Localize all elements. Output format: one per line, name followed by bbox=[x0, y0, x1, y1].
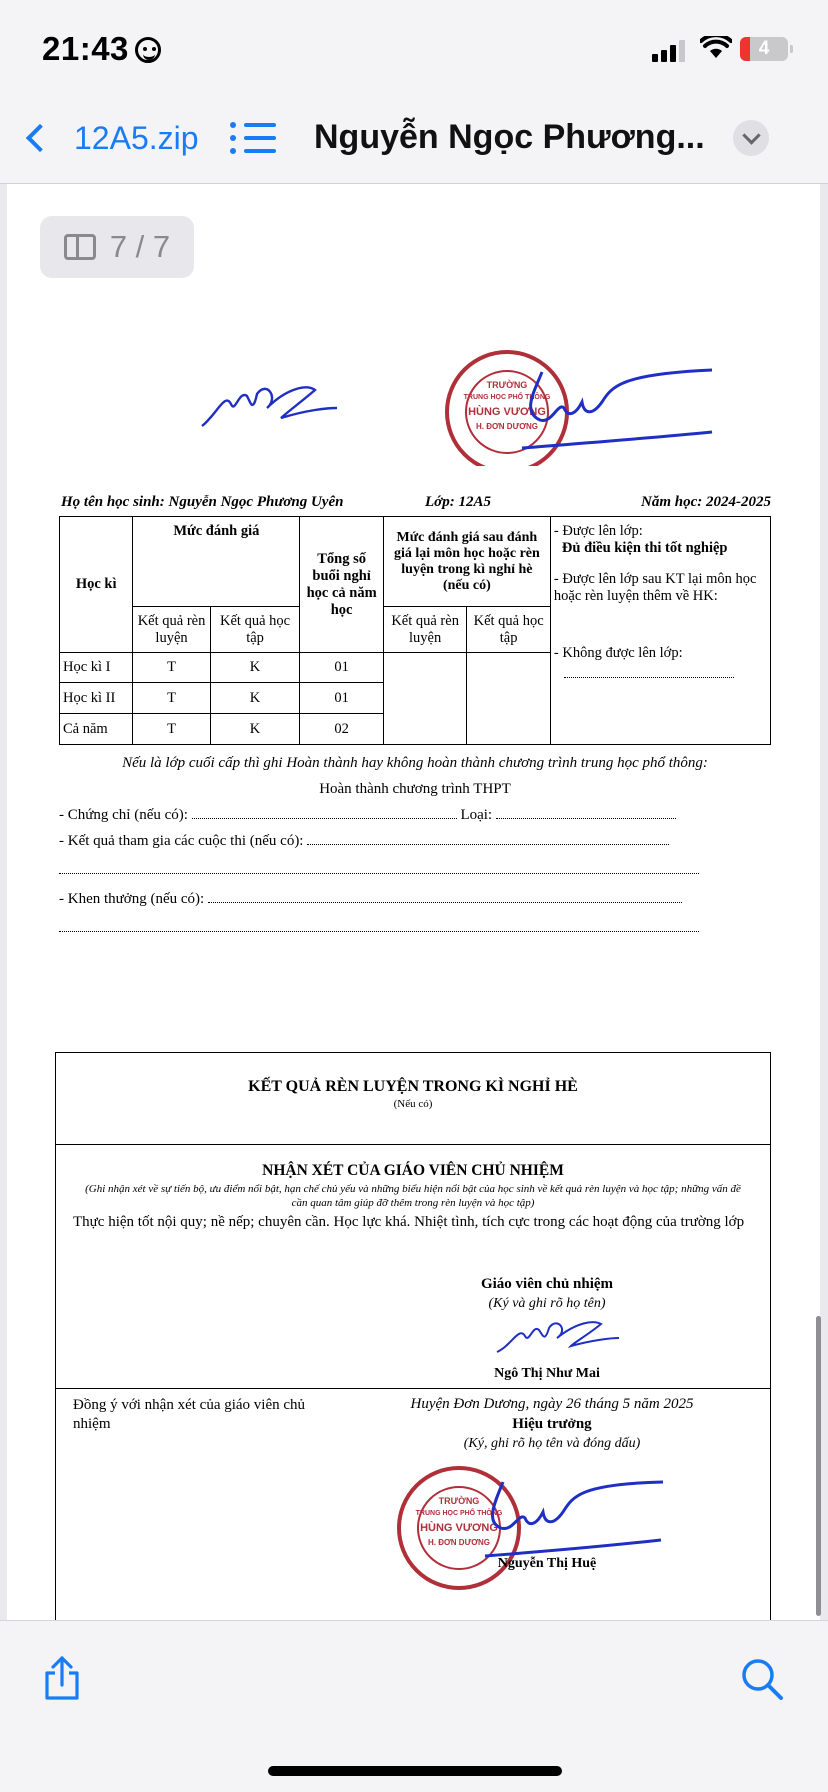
stamp-line: HÙNG VƯƠNG bbox=[468, 406, 546, 418]
class-label: Lớp: 12A5 bbox=[425, 494, 491, 510]
contest-label: - Kết quả tham gia các cuộc thi (nếu có): bbox=[59, 833, 304, 849]
final-note: Nếu là lớp cuối cấp thì ghi Hoàn thành hay không hoàn thành chương trình trung học phổ thông: bbox=[122, 755, 708, 771]
award-line bbox=[59, 891, 771, 908]
teacher-signature bbox=[493, 1312, 623, 1358]
row-conduct: T bbox=[133, 683, 210, 714]
document-viewer[interactable] bbox=[0, 184, 828, 1620]
col-absent: Tổng số buổi nghỉ học cả năm học bbox=[300, 517, 384, 653]
place-date: Huyện Đơn Dương, ngày 26 tháng 5 năm 2025 bbox=[410, 1396, 694, 1412]
promotion-line: - Được lên lớp: bbox=[553, 523, 643, 539]
page-current bbox=[7, 466, 820, 1620]
stamp-line: TRUNG HỌC PHỔ THÔNG bbox=[463, 394, 551, 401]
row-term: Học kì II bbox=[60, 683, 133, 714]
sidebar-icon bbox=[64, 234, 96, 260]
school-year: Năm học: 2024-2025 bbox=[641, 494, 771, 510]
divider bbox=[55, 1388, 771, 1389]
col-eval: Mức đánh giá bbox=[133, 517, 300, 607]
blank-line bbox=[496, 807, 676, 819]
award-label: - Khen thưởng (nếu có): bbox=[59, 891, 205, 907]
share-icon[interactable] bbox=[42, 1655, 82, 1701]
promotion-blank bbox=[564, 666, 734, 678]
stamp-line: TRƯỜNG bbox=[438, 1496, 480, 1506]
divider bbox=[55, 1052, 771, 1053]
principal-sign-hint: (Ký, ghi rõ họ tên và đóng dấu) bbox=[463, 1436, 641, 1451]
student-name: Họ tên học sinh: Nguyễn Ngọc Phương Uyên bbox=[61, 494, 344, 510]
blank-line bbox=[307, 833, 669, 845]
row-term: Cả năm bbox=[60, 714, 133, 745]
contest-line bbox=[59, 833, 771, 850]
stamp-line: H. ĐƠN DƯƠNG bbox=[475, 422, 539, 431]
grade-table bbox=[59, 516, 771, 745]
blank-line bbox=[208, 891, 682, 903]
student-record bbox=[59, 490, 771, 937]
principal-signature bbox=[512, 362, 722, 452]
status-bar bbox=[0, 0, 828, 90]
battery-icon bbox=[740, 37, 788, 61]
principal-signature bbox=[477, 1476, 667, 1560]
row-absent: 02 bbox=[300, 714, 384, 745]
row-study: K bbox=[210, 683, 300, 714]
navigation-bar bbox=[0, 90, 828, 184]
stamp-line: H. ĐƠN DƯƠNG bbox=[427, 1538, 491, 1547]
battery-level: 4 bbox=[758, 38, 770, 59]
blank-line bbox=[59, 862, 699, 874]
record-header bbox=[59, 490, 771, 516]
teacher-name: Ngô Thị Như Mai bbox=[494, 1366, 600, 1381]
sub-conduct: Kết quả rèn luyện bbox=[133, 607, 210, 653]
scrollbar[interactable] bbox=[816, 1316, 821, 1616]
col-term: Học kì bbox=[60, 517, 133, 653]
home-indicator[interactable] bbox=[268, 1766, 562, 1776]
row-absent: 01 bbox=[300, 653, 384, 683]
focus-smiley-icon bbox=[135, 37, 161, 63]
row-study: K bbox=[210, 653, 300, 683]
sub-study: Kết quả học tập bbox=[210, 607, 300, 653]
promotion-value: Đủ điều kiện thi tốt nghiệp bbox=[561, 540, 728, 556]
stamp-line: TRƯỜNG bbox=[486, 380, 528, 390]
promotion-line: - Không được lên lớp: bbox=[553, 645, 683, 661]
cellular-signal-icon bbox=[652, 40, 688, 62]
battery-cap bbox=[790, 45, 793, 53]
comment-hint: (Ghi nhận xét về sự tiến bộ, ưu điểm nổi bật, hạn chế chủ yếu và những biểu hiện nổi bật của học sinh về kết quả rèn luyện và học tập; những vấn đề cần quan tâm giúp đỡ thêm trong rèn luyện và học tập) bbox=[85, 1183, 741, 1209]
search-icon[interactable] bbox=[740, 1657, 784, 1701]
principal-name: Nguyễn Thị Huệ bbox=[497, 1556, 597, 1571]
back-button-label: 12A5.zip bbox=[74, 119, 199, 156]
certificate-line bbox=[59, 807, 771, 824]
page-indicator bbox=[40, 216, 194, 278]
final-value: Hoàn thành chương trình THPT bbox=[319, 781, 511, 797]
stamp-line: HÙNG VƯƠNG bbox=[420, 1522, 498, 1534]
promotion-line: - Được lên lớp sau KT lại môn học hoặc rèn luyện thêm về HK: bbox=[553, 571, 757, 604]
comment-text: Thực hiện tốt nội quy; nề nếp; chuyên cần. Học lực khá. Nhiệt tình, tích cực trong các hoạt động của trường lớp bbox=[73, 1214, 745, 1230]
extra-info bbox=[59, 755, 771, 937]
blank-line bbox=[192, 807, 457, 819]
stamp-line: TRUNG HỌC PHỔ THÔNG bbox=[415, 1510, 503, 1517]
summer-subtitle: (Nếu có) bbox=[393, 1098, 433, 1110]
row-term: Học kì I bbox=[60, 653, 133, 683]
row-conduct: T bbox=[133, 714, 210, 745]
status-time bbox=[42, 30, 161, 68]
teacher-sign-hint: (Ký và ghi rõ họ tên) bbox=[488, 1296, 606, 1311]
comment-title: NHẬN XÉT CỦA GIÁO VIÊN CHỦ NHIỆM bbox=[262, 1162, 564, 1179]
document-title[interactable]: Nguyễn Ngọc Phương... bbox=[314, 118, 705, 156]
time-text: 21:43 bbox=[42, 30, 129, 67]
reeval-conduct-cell bbox=[383, 653, 467, 745]
list-icon[interactable] bbox=[230, 120, 276, 156]
certificate-label: - Chứng chỉ (nếu có): bbox=[59, 807, 188, 823]
sub-study-reeval: Kết quả học tập bbox=[467, 607, 551, 653]
row-conduct: T bbox=[133, 653, 210, 683]
agree-text: Đồng ý với nhận xét của giáo viên chủ nhiệm bbox=[73, 1397, 306, 1432]
teacher-signature bbox=[197, 374, 347, 434]
sub-conduct-reeval: Kết quả rèn luyện bbox=[383, 607, 467, 653]
page-indicator-text: 7 / 7 bbox=[109, 229, 171, 264]
wifi-icon bbox=[700, 36, 732, 60]
reeval-study-cell bbox=[467, 653, 551, 745]
promotion-cell bbox=[550, 517, 770, 745]
summer-title: KẾT QUẢ RÈN LUYỆN TRONG KÌ NGHỈ HÈ bbox=[248, 1078, 578, 1095]
certificate-type-label: Loại: bbox=[460, 807, 493, 823]
back-button[interactable] bbox=[22, 116, 199, 160]
blank-line bbox=[59, 920, 699, 932]
col-reeval: Mức đánh giá sau đánh giá lại môn học hoặc rèn luyện trong kì nghỉ hè (nếu có) bbox=[383, 517, 550, 607]
principal-role: Hiệu trưởng bbox=[512, 1416, 592, 1432]
row-study: K bbox=[210, 714, 300, 745]
teacher-role: Giáo viên chủ nhiệm bbox=[480, 1276, 614, 1292]
chevron-down-icon[interactable] bbox=[733, 120, 769, 156]
divider bbox=[55, 1144, 771, 1145]
chevron-left-icon bbox=[26, 124, 54, 152]
row-absent: 01 bbox=[300, 683, 384, 714]
